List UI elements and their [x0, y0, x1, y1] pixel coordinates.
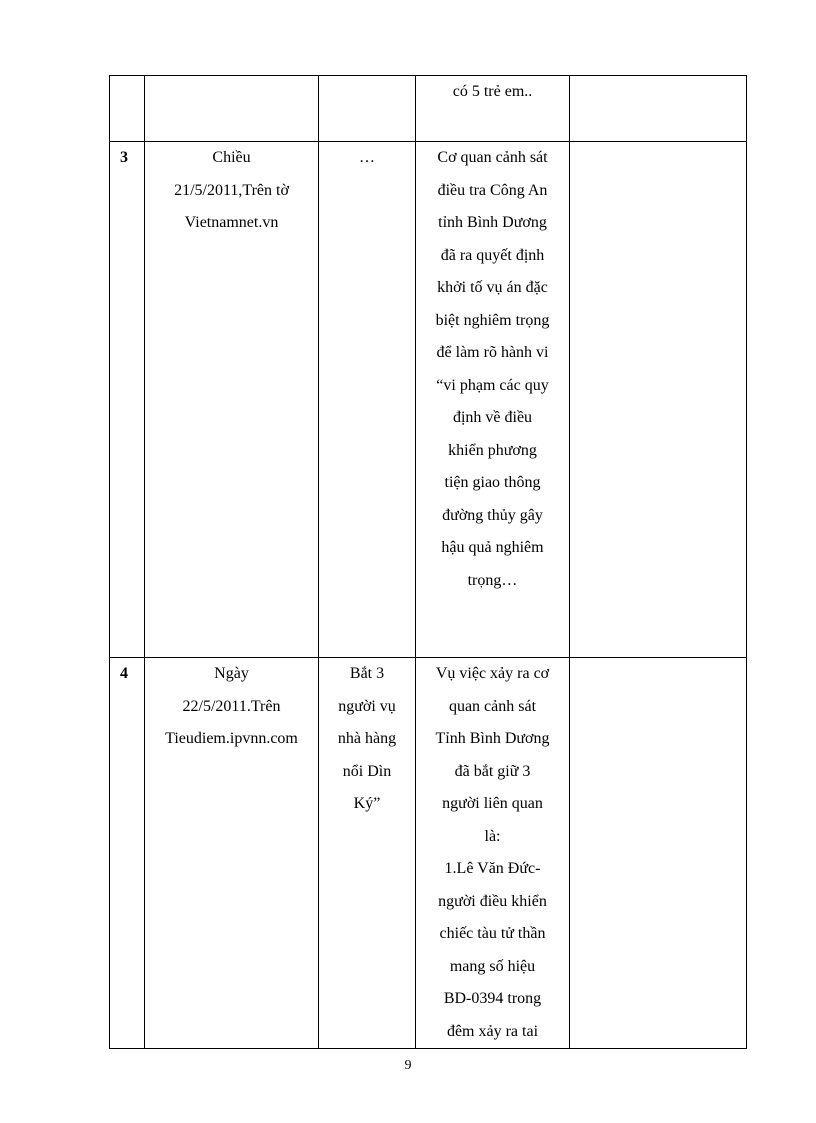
cell-line: “vi phạm các quy	[436, 376, 549, 394]
cell-line: đã ra quyết định	[440, 246, 545, 264]
date-source-cell	[145, 142, 319, 658]
date-source-cell	[145, 658, 319, 1049]
cell-line: Ký”	[353, 795, 381, 812]
cell-line: Tieudiem.ipvnn.com	[165, 730, 298, 747]
cell-line: tỉnh Bình Dương	[438, 214, 547, 231]
cell-line: hậu quả nghiêm	[441, 539, 544, 556]
note-cell	[570, 76, 747, 142]
cell-line: trọng…	[467, 571, 518, 589]
cell-line: Vietnamnet.vn	[184, 214, 279, 231]
content-cell	[416, 76, 570, 142]
cell-line: điều tra Công An	[437, 181, 548, 199]
cell-line: đường thủy gây	[442, 506, 543, 524]
title-cell	[319, 142, 416, 658]
cell-line: Bắt 3	[349, 665, 385, 682]
title-cell	[319, 76, 416, 142]
table-row	[110, 142, 747, 658]
news-table	[109, 75, 747, 1049]
table-row	[110, 658, 747, 1049]
row-number-cell: 4	[110, 658, 145, 1049]
cell-line: người vụ	[338, 697, 396, 715]
date-source-cell	[145, 76, 319, 142]
cell-line: quan cảnh sát	[448, 697, 537, 715]
cell-line: để làm rõ hành vi	[436, 344, 549, 361]
cell-line: khởi tố vụ án đặc	[437, 279, 548, 296]
cell-line: Ngày	[214, 665, 249, 682]
row-number-cell	[110, 76, 145, 142]
cell-line: chiếc tàu tử thần	[439, 925, 546, 942]
cell-line: 1.Lê Văn Đức-	[444, 860, 541, 877]
cell-line: …	[359, 149, 375, 166]
cell-line: đêm xảy ra tai	[446, 1022, 539, 1040]
cell-line: người liên quan	[442, 795, 543, 812]
cell-line: là:	[484, 827, 501, 845]
row-number-cell: 3	[110, 142, 145, 658]
cell-line: Tỉnh Bình Dương	[435, 730, 550, 747]
cell-line: 21/5/2011,Trên tờ	[174, 181, 289, 199]
cell-line: Chiều	[212, 149, 251, 166]
cell-line: định về điều	[452, 409, 533, 426]
cell-line: đã bắt giữ 3	[454, 762, 531, 780]
cell-line: mang số hiệu	[449, 957, 536, 975]
cell-line: nhà hàng	[337, 730, 397, 747]
content-cell	[416, 658, 570, 1049]
cell-line: 22/5/2011.Trên	[182, 697, 281, 715]
cell-line: người điều khiển	[438, 892, 547, 910]
cell-line: tiện giao thông	[444, 474, 541, 491]
cell-line: Cơ quan cảnh sát	[437, 149, 548, 166]
note-cell	[570, 658, 747, 1049]
page-number: 9	[404, 1058, 412, 1073]
cell-line: khiển phương	[448, 441, 537, 459]
table-row	[110, 76, 747, 142]
cell-line: biệt nghiêm trọng	[435, 311, 550, 329]
title-cell	[319, 658, 416, 1049]
note-cell	[570, 142, 747, 658]
content-cell	[416, 142, 570, 658]
cell-line: BD-0394 trong	[443, 990, 542, 1007]
cell-line: Vụ việc xảy ra cơ	[435, 665, 550, 682]
cell-line: có 5 trẻ em..	[452, 83, 533, 100]
cell-line: nổi Dìn	[342, 762, 392, 780]
